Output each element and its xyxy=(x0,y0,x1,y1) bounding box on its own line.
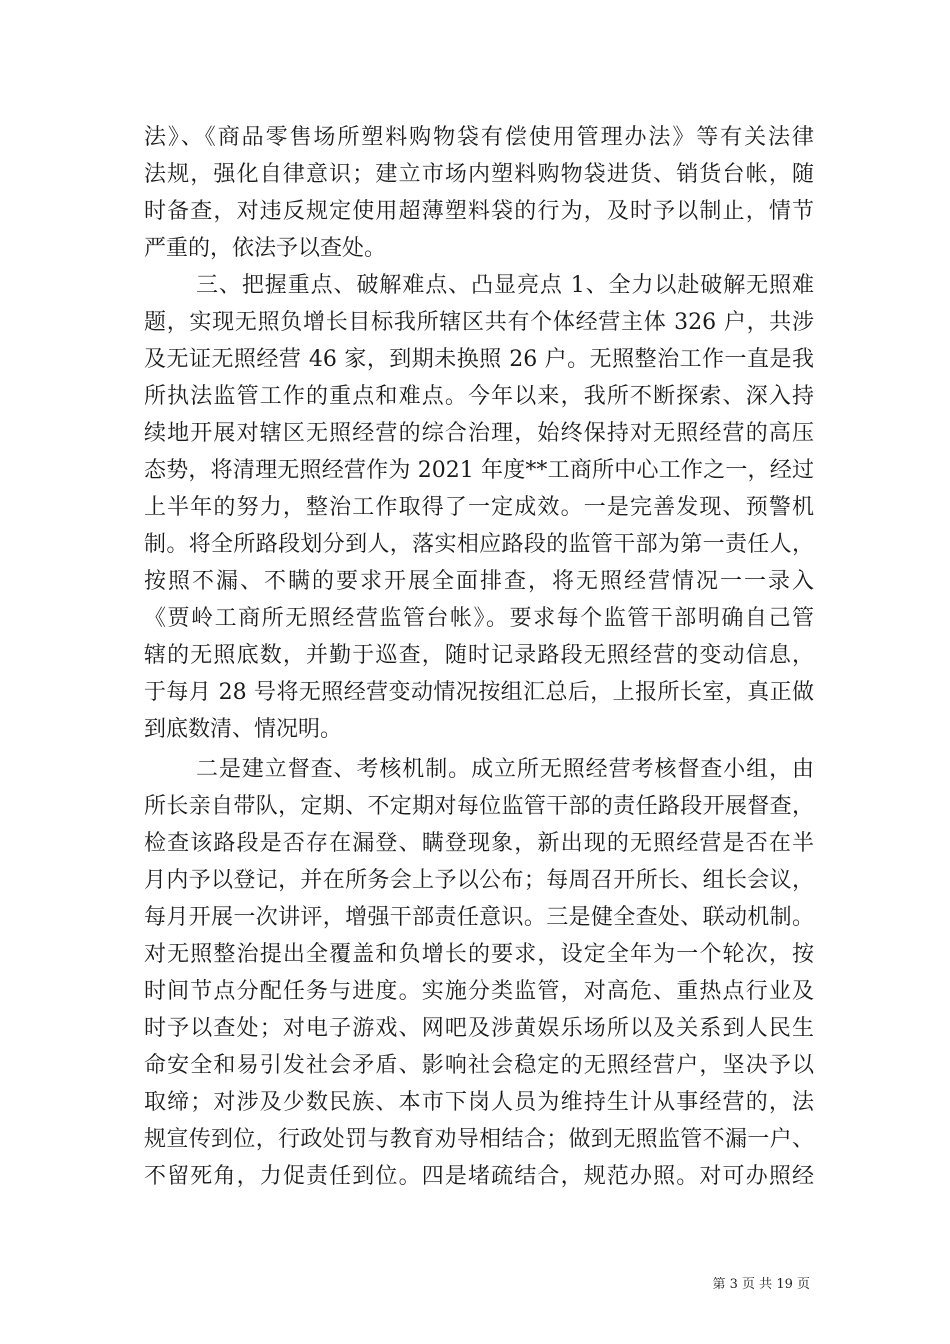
text-line: 所长亲自带队，定期、不定期对每位监管干部的责任路段开展督查， xyxy=(144,794,814,819)
text-line: 取缔；对涉及少数民族、本市下岗人员为维持生计从事经营的，法 xyxy=(144,1090,814,1115)
text-line: 《贾岭工商所无照经营监管台帐》。要求每个监管干部明确自己管 xyxy=(144,606,814,631)
text-line: 到底数清、情况明。 xyxy=(144,717,343,742)
text-line: 及无证无照经营 46 家，到期未换照 26 户。无照整治工作一直是我 xyxy=(144,347,814,372)
text-line: 按照不漏、不瞒的要求开展全面排查，将无照经营情况一一录入 xyxy=(144,569,814,594)
text-line: 对无照整治提出全覆盖和负增长的要求，设定全年为一个轮次，按 xyxy=(144,942,814,967)
text-line: 所执法监管工作的重点和难点。今年以来，我所不断探索、深入持 xyxy=(144,384,814,409)
page-number: 第 3 页 共 19 页 xyxy=(712,1277,810,1292)
text-line: 三、把握重点、破解难点、凸显亮点 1、全力以赴破解无照难 xyxy=(196,273,814,298)
text-line: 检查该路段是否存在漏登、瞒登现象，新出现的无照经营是否在半 xyxy=(144,831,814,856)
text-line: 法规，强化自律意识；建立市场内塑料购物袋进货、销货台帐，随 xyxy=(144,162,814,187)
text-line: 态势，将清理无照经营作为 2021 年度**工商所中心工作之一，经过 xyxy=(144,458,814,483)
text-line: 题，实现无照负增长目标我所辖区共有个体经营主体 326 户，共涉 xyxy=(144,310,814,335)
text-line: 于每月 28 号将无照经营变动情况按组汇总后，上报所长室，真正做 xyxy=(144,680,814,705)
text-line: 时间节点分配任务与进度。实施分类监管，对高危、重热点行业及 xyxy=(144,979,814,1004)
text-line: 每月开展一次讲评，增强干部责任意识。三是健全查处、联动机制。 xyxy=(144,905,814,930)
text-line: 上半年的努力，整治工作取得了一定成效。一是完善发现、预警机 xyxy=(144,495,814,520)
text-line: 法》、《商品零售场所塑料购物袋有偿使用管理办法》等有关法律 xyxy=(144,125,814,150)
text-line: 时备查，对违反规定使用超薄塑料袋的行为，及时予以制止，情节 xyxy=(144,199,814,224)
text-line: 严重的，依法予以查处。 xyxy=(144,236,387,261)
text-line: 辖的无照底数，并勤于巡查，随时记录路段无照经营的变动信息， xyxy=(144,643,814,668)
text-line: 规宣传到位，行政处罚与教育劝导相结合；做到无照监管不漏一户、 xyxy=(144,1127,814,1152)
text-line: 不留死角，力促责任到位。四是堵疏结合，规范办照。对可办照经 xyxy=(144,1164,814,1189)
text-line: 制。将全所路段划分到人，落实相应路段的监管干部为第一责任人， xyxy=(144,532,814,557)
text-line: 续地开展对辖区无照经营的综合治理，始终保持对无照经营的高压 xyxy=(144,421,814,446)
text-line: 命安全和易引发社会矛盾、影响社会稳定的无照经营户，坚决予以 xyxy=(144,1053,814,1078)
text-line: 二是建立督查、考核机制。成立所无照经营考核督查小组，由 xyxy=(196,757,814,782)
text-line: 月内予以登记，并在所务会上予以公布；每周召开所长、组长会议， xyxy=(144,868,814,893)
text-line: 时予以查处；对电子游戏、网吧及涉黄娱乐场所以及关系到人民生 xyxy=(144,1016,814,1041)
